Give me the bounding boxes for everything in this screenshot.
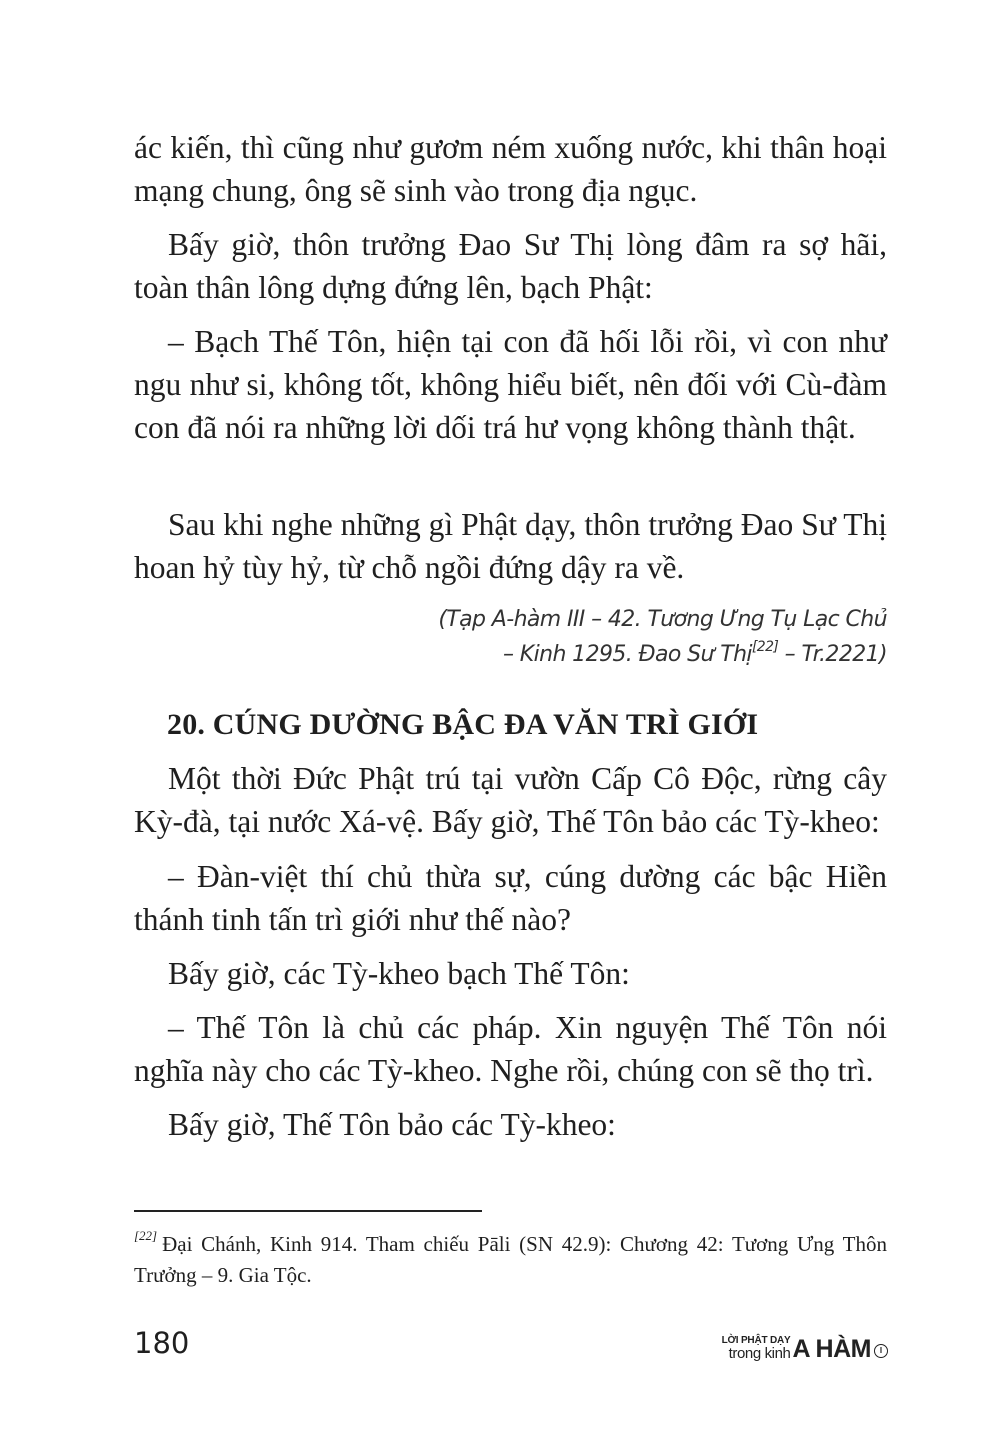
citation-page: – Tr.2221) [778,642,887,667]
section-paragraph: – Đàn-việt thí chủ thừa sự, cúng dường các bậc Hiền thánh tinh tấn trì giới như thế nào? [134,859,887,937]
section-paragraph: Bấy giờ, Thế Tôn bảo các Tỳ-kheo: [168,1107,616,1142]
paragraph-repentance: – Bạch Thế Tôn, hiện tại con đã hối lỗi rồi, vì con như ngu như si, không tốt, không hiểu biết, nên đối với Cù-đàm con đã nói ra những lời dối trá hư vọng không thành thật. [134,324,887,445]
footnote-marker: [22] [134,1228,158,1243]
book-logo-title: A HÀM [792,1335,871,1363]
citation-source: – Kinh 1295. Đao Sư Thị [502,642,752,667]
footnote-text: Đại Chánh, Kinh 914. Tham chiếu Pāli (SN 42.9): Chương 42: Tương Ưng Thôn Trưởng – 9. Gia Tộc. [134,1232,887,1287]
paragraph-continuation: ác kiến, thì cũng như gươm ném xuống nước, khi thân hoại mạng chung, ông sẽ sinh vào trong địa ngục. [134,130,887,208]
page-number: 180 [134,1326,190,1360]
footnote [134,1229,887,1291]
citation-line-2 [287,637,887,672]
book-logo-subtitle [722,1336,791,1362]
footnote-reference[interactable]: [22] [751,638,779,655]
section-paragraph: Bấy giờ, các Tỳ-kheo bạch Thế Tôn: [168,956,630,991]
section-heading: 20. CÚNG DƯỜNG BẬC ĐA VĂN TRÌ GIỚI [167,708,759,741]
section-paragraph: Một thời Đức Phật trú tại vườn Cấp Cô Độc, rừng cây Kỳ-đà, tại nước Xá-vệ. Bấy giờ, Thế Tôn bảo các Tỳ-kheo: [134,761,887,839]
citation [287,602,887,672]
citation-line-1: (Tạp A-hàm III – 42. Tương Ưng Tụ Lạc Chủ [438,607,887,632]
volume-badge: I [874,1344,888,1358]
paragraph-departure: Sau khi nghe những gì Phật dạy, thôn trưởng Đao Sư Thị hoan hỷ tùy hỷ, từ chỗ ngồi đứng dậy ra về. [134,507,887,585]
paragraph-fear: Bấy giờ, thôn trưởng Đao Sư Thị lòng đâm ra sợ hãi, toàn thân lông dựng đứng lên, bạch Phật: [134,227,887,305]
book-logo-bottom: trong kinh [728,1345,791,1362]
section-paragraph: – Thế Tôn là chủ các pháp. Xin nguyện Thế Tôn nói nghĩa này cho các Tỳ-kheo. Nghe rồi, chúng con sẽ thọ trì. [134,1010,887,1088]
book-logo [722,1332,888,1362]
footnote-divider [134,1210,482,1212]
book-logo-top: LỜI PHẬT DẠY [721,1335,791,1346]
